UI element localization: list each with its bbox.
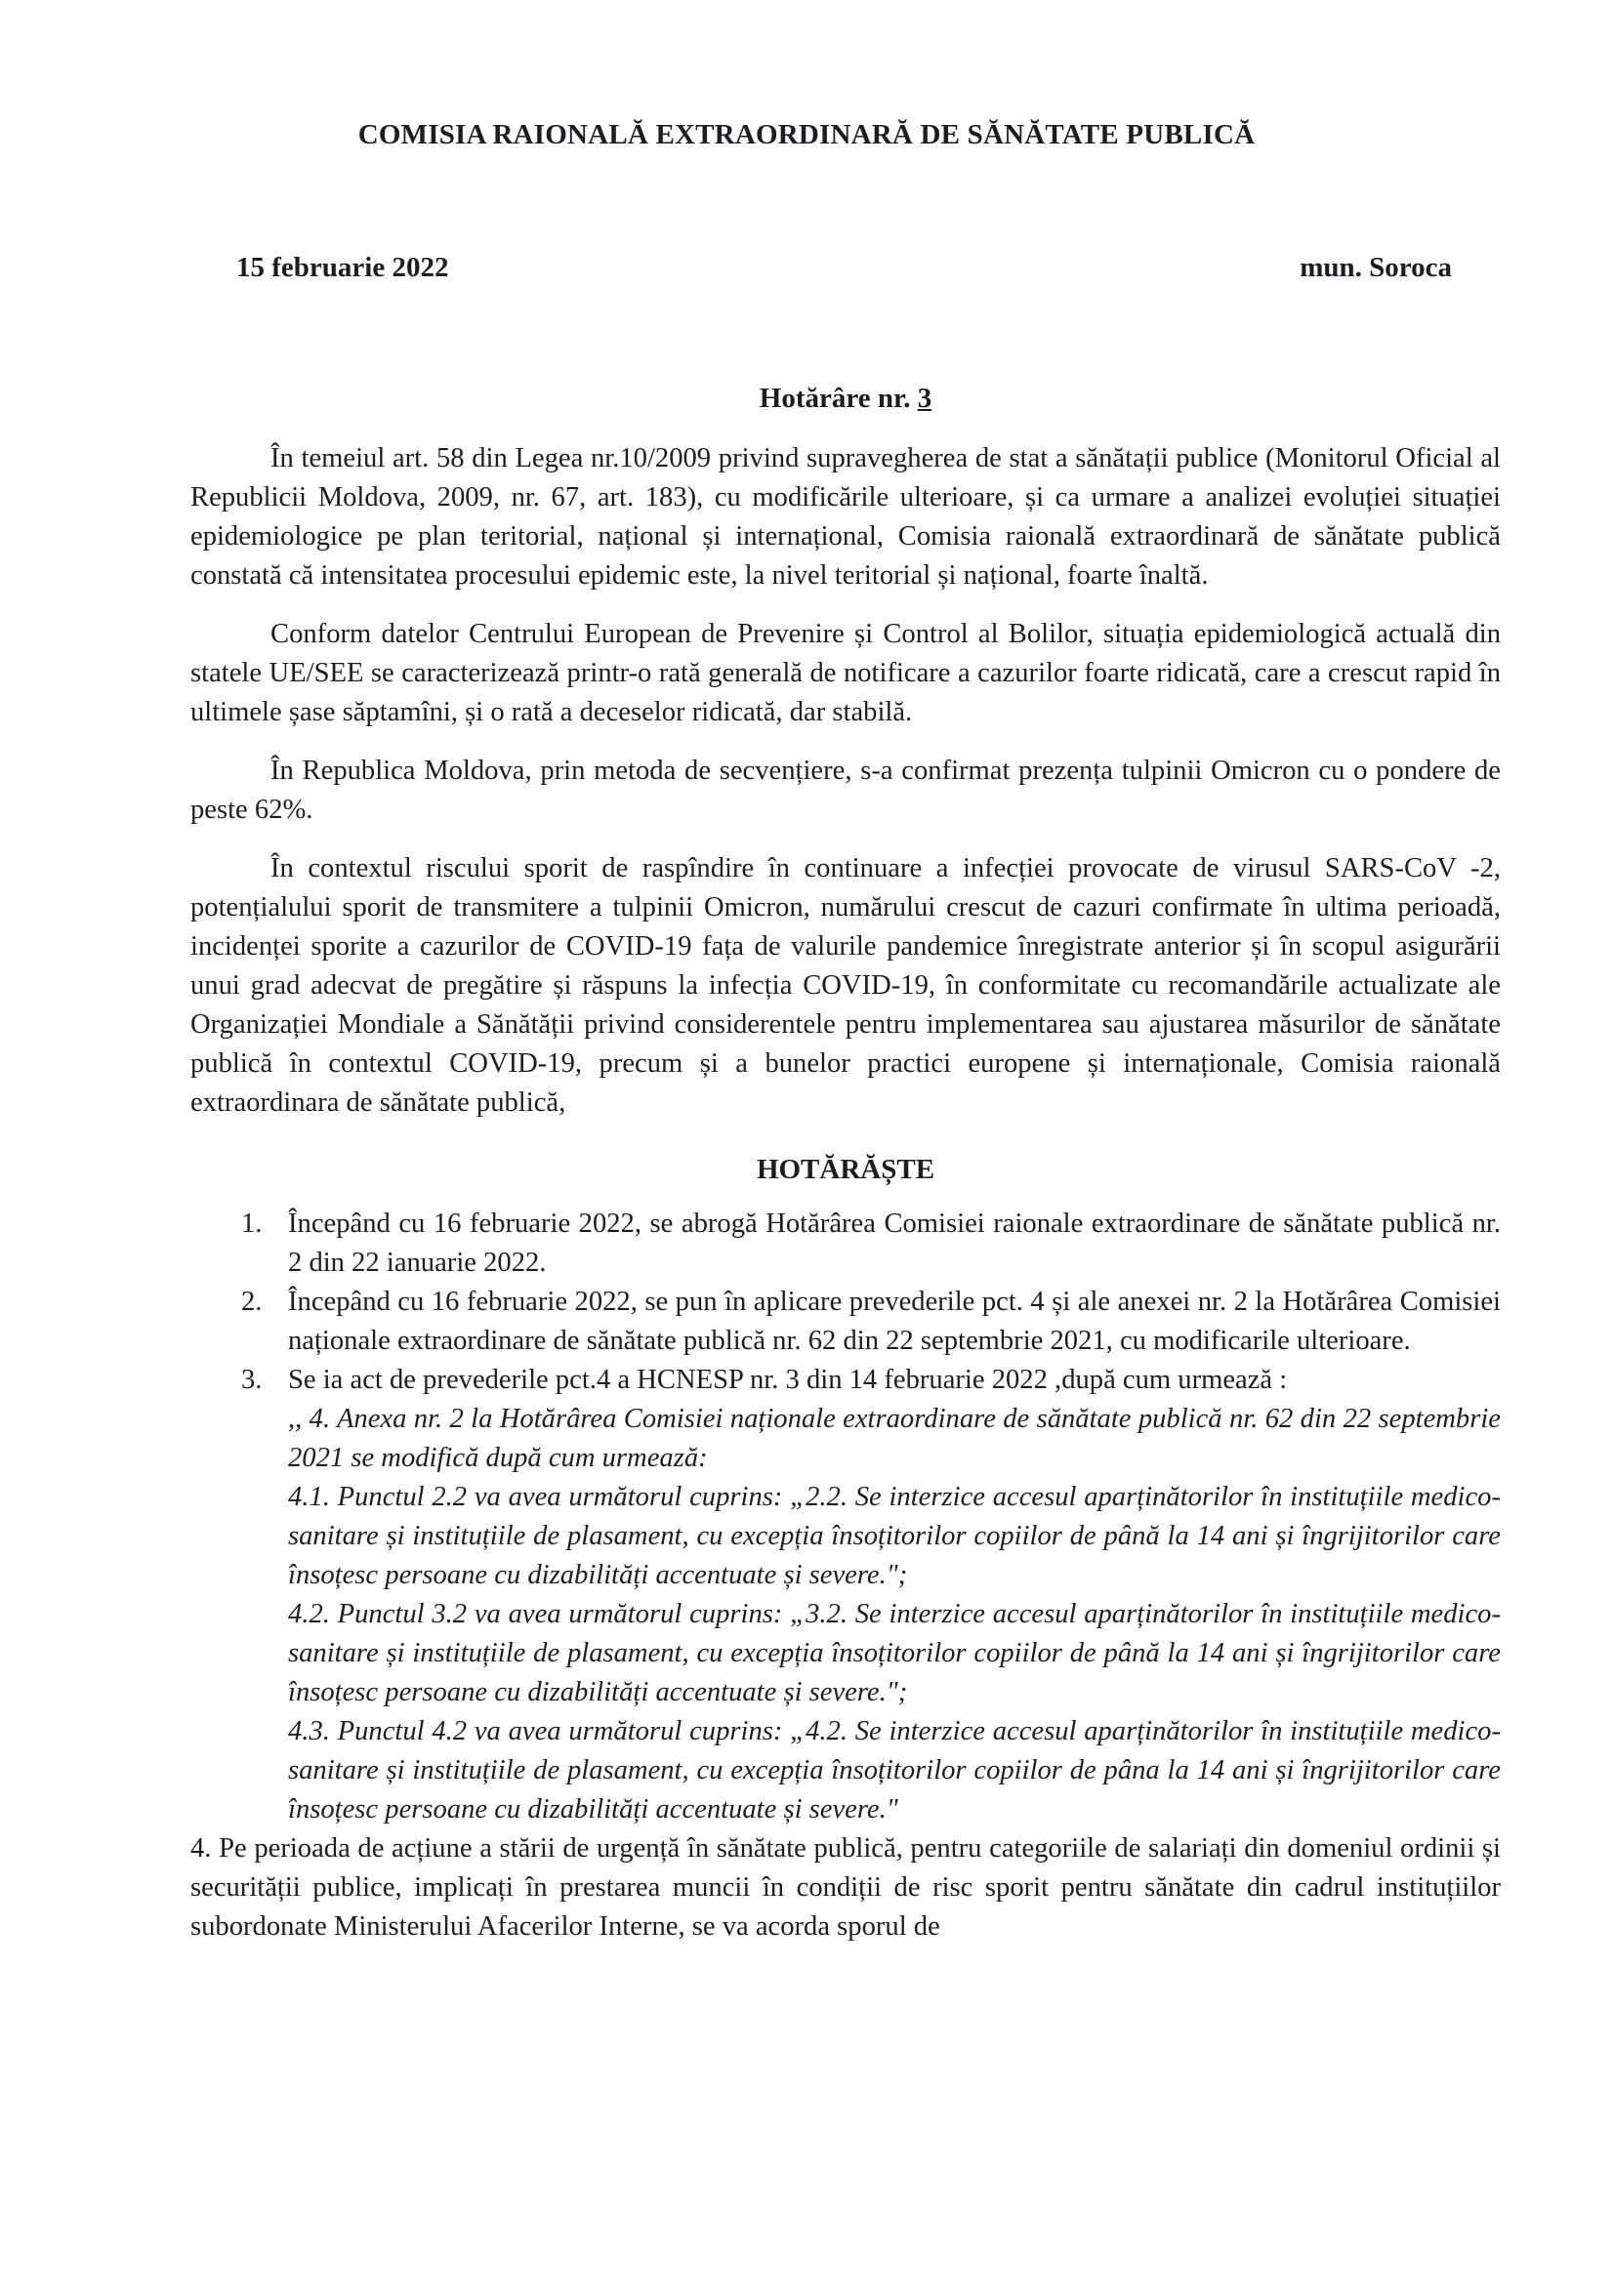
decides-heading: HOTĂRĂȘTE (756, 1154, 935, 1185)
date-location-line (236, 252, 1452, 284)
list-item-number: 3. (241, 1365, 263, 1395)
quote-paragraph: ,, 4. Anexa nr. 2 la Hotărârea Comisiei naționale extraordinare de sănătate publică nr. 62 din 22 septembrie 2021 se modifică după cum urmează: (288, 1404, 1501, 1473)
decision-prefix: Hotărâre nr. (759, 383, 918, 414)
document-body (190, 439, 1501, 1966)
list-item (190, 1205, 1501, 1283)
list-item-number: 2. (241, 1287, 263, 1317)
list-item-4-paragraph: 4. Pe perioada de acțiune a stării de urgență în sănătate publică, pentru categoriile de salariați din domeniul ordinii și securității publice, implicați în prestarea muncii în condiții de risc sporit pentru sănătate din cadrul instituțiilor subordonate Ministerului Afacerilor Interne, se va acorda sporul de (190, 1833, 1501, 1942)
quoted-amendment (288, 1400, 1501, 1829)
commission-title: COMISIA RAIONALĂ EXTRAORDINARĂ DE SĂNĂTATE PUBLICĂ (357, 119, 1256, 150)
document-location: mun. Soroca (1300, 252, 1452, 283)
document-date: 15 februarie 2022 (236, 252, 449, 283)
preamble-paragraph: În temeiul art. 58 din Legea nr.10/2009 privind supravegherea de stat a sănătații publice (Monitorul Oficial al Republicii Moldova, 2009, nr. 67, art. 183), cu modificările ulterioare, și ca urmare a analizei evoluției situației epidemiologice pe plan teritorial, național și internațional, Comisia raională extraordinară de sănătate publică constată că intensitatea procesului epidemic este, la nivel teritorial și național, foarte înaltă. (190, 443, 1501, 591)
list-item (190, 1283, 1501, 1361)
preamble-paragraph: În Republica Moldova, prin metoda de secvențiere, s-a confirmat prezența tulpinii Omicron cu o pondere de peste 62%. (190, 756, 1501, 825)
preamble-paragraph: În contextul riscului sporit de raspîndire în continuare a infecției provocate de virusul SARS-CoV -2, potențialului sporit de transmitere a tulpinii Omicron, numărului crescut de cazuri confirmate în ultima perioadă, incidenței sporite a cazurilor de COVID-19 fața de valurile pandemice înregistrate anterior și în scopul asigurării unui grad adecvat de pregătire și răspuns la infecția COVID-19, în conformitate cu recomandările actualizate ale Organizației Mondiale a Sănătății privind considerentele pentru implementarea sau ajustarea măsurilor de sănătate publică în contextul COVID-19, precum și a bunelor practici europene și internaționale, Comisia raională extraordinara de sănătate publică, (190, 853, 1501, 1118)
quote-paragraph: 4.3. Punctul 4.2 va avea următorul cuprins: „4.2. Se interzice accesul aparținătorilor în instituțiile medico-sanitare și instituțiile de plasament, cu excepția însoțitorilor copiilor de pâna la 14 ani și îngrijitorilor care însoțesc persoane cu dizabilități accentuate și severe." (288, 1716, 1501, 1824)
decision-title (190, 383, 1501, 415)
list-item-number: 1. (241, 1209, 263, 1239)
list-item-text: Se ia act de prevederile pct.4 a HCNESP nr. 3 din 14 februarie 2022 ,după cum urmează : (288, 1365, 1288, 1395)
list-item-text: Începând cu 16 februarie 2022, se abrogă Hotărârea Comisiei raionale extraordinare de sănătate publică nr. 2 din 22 ianuarie 2022. (288, 1209, 1501, 1278)
quote-paragraph: 4.1. Punctul 2.2 va avea următorul cuprins: „2.2. Se interzice accesul aparținătorilor în instituțiile medico-sanitare și instituțiile de plasament, cu excepția însoțitorilor copiilor de până la 14 ani și îngrijitorilor care însoțesc persoane cu dizabilități accentuate și severe."; (288, 1482, 1501, 1590)
decision-number: 3 (917, 383, 932, 414)
decision-list (190, 1205, 1501, 1829)
preamble-paragraph: Conform datelor Centrului European de Prevenire și Control al Bolilor, situația epidemiologică actuală din statele UE/SEE se caracterizează printr-o rată generală de notificare a cazurilor foarte ridicată, care a crescut rapid în ultimele șase săptamîni, și o rată a deceselor ridicată, dar stabilă. (190, 619, 1501, 727)
list-item (190, 1361, 1501, 1829)
list-item-text: Începând cu 16 februarie 2022, se pun în aplicare prevederile pct. 4 și ale anexei nr. 2 la Hotărârea Comisiei naționale extraordinare de sănătate publică nr. 62 din 22 septembrie 2021, cu modificarile ulterioare. (288, 1287, 1501, 1356)
quote-paragraph: 4.2. Punctul 3.2 va avea următorul cuprins: „3.2. Se interzice accesul aparținătorilor în instituțiile medico-sanitare și instituțiile de plasament, cu excepția însoțitorilor copiilor de până la 14 ani și îngrijitorilor care însoțesc persoane cu dizabilități accentuate și severe."; (288, 1599, 1501, 1707)
